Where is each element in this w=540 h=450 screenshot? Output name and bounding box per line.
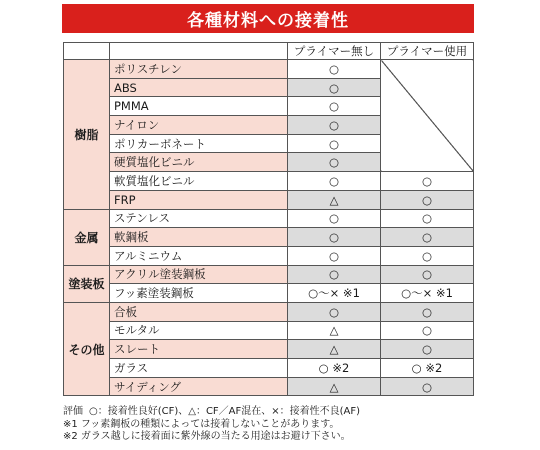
table-header-row — [64, 43, 474, 60]
material-cell: 硬質塩化ビニル — [110, 153, 288, 172]
table-row — [64, 302, 474, 321]
adhesion-table — [63, 42, 474, 396]
header-material-blank — [110, 43, 288, 60]
legend-text: ○：接着性良好(CF)、△：CF／AF混在、×：接着性不良(AF) — [89, 406, 361, 417]
without-primer-cell: ○ — [288, 97, 381, 116]
material-cell: アルミニウム — [110, 246, 288, 265]
table-row — [64, 60, 474, 79]
page-title: 各種材料への接着性 — [62, 4, 474, 33]
without-primer-cell: ○ — [288, 246, 381, 265]
material-cell: 合板 — [110, 302, 288, 321]
table-row — [64, 321, 474, 340]
without-primer-cell: △ — [288, 321, 381, 340]
material-cell: ガラス — [110, 359, 288, 378]
footnotes — [63, 406, 360, 444]
table-row — [64, 265, 474, 284]
without-primer-cell: ○ — [288, 172, 381, 191]
material-cell: モルタル — [110, 321, 288, 340]
material-cell: サイディング — [110, 377, 288, 396]
table-row — [64, 340, 474, 359]
with-primer-cell: ○ — [381, 265, 474, 284]
material-cell: 軟鋼板 — [110, 228, 288, 247]
material-cell: ステンレス — [110, 209, 288, 228]
with-primer-cell: ○ — [381, 302, 474, 321]
without-primer-cell: ○ ※2 — [288, 359, 381, 378]
without-primer-cell: ○ — [288, 60, 381, 79]
table-row — [64, 172, 474, 191]
without-primer-cell: △ — [288, 377, 381, 396]
material-cell: PMMA — [110, 97, 288, 116]
legend-label: 評価 — [63, 406, 83, 417]
material-cell: 軟質塩化ビニル — [110, 172, 288, 191]
without-primer-cell: ○ — [288, 116, 381, 135]
with-primer-cell: ○ — [381, 228, 474, 247]
group-label-metal: 金属 — [64, 209, 110, 265]
material-cell: フッ素塗装鋼板 — [110, 284, 288, 303]
footnote-2: ※2 ガラス越しに接着面に紫外線の当たる用途はお避け下さい。 — [63, 431, 351, 442]
without-primer-cell: ○ — [288, 134, 381, 153]
footnote-1: ※1 フッ素鋼板の種類によっては接着しないことがあります。 — [63, 418, 340, 430]
with-primer-cell: ○ ※2 — [381, 359, 474, 378]
without-primer-cell: △ — [288, 190, 381, 209]
legend-line — [63, 406, 360, 419]
material-cell: FRP — [110, 190, 288, 209]
without-primer-cell: ○ — [288, 78, 381, 97]
without-primer-cell: ○ — [288, 302, 381, 321]
without-primer-cell: ○ — [288, 209, 381, 228]
material-cell: スレート — [110, 340, 288, 359]
not-applicable-cell — [381, 60, 474, 172]
material-cell: ポリカーボネート — [110, 134, 288, 153]
material-cell: アクリル塗装鋼板 — [110, 265, 288, 284]
header-with-primer: プライマー使用 — [381, 43, 474, 60]
material-cell: ナイロン — [110, 116, 288, 135]
group-label-resin: 樹脂 — [64, 60, 110, 210]
material-cell: ABS — [110, 78, 288, 97]
table-row — [64, 190, 474, 209]
with-primer-cell: ○ — [381, 377, 474, 396]
with-primer-cell: ○ — [381, 340, 474, 359]
table-row — [64, 284, 474, 303]
without-primer-cell: ○～× ※1 — [288, 284, 381, 303]
without-primer-cell: ○ — [288, 228, 381, 247]
table-row — [64, 377, 474, 396]
with-primer-cell: ○ — [381, 321, 474, 340]
with-primer-cell: ○ — [381, 246, 474, 265]
with-primer-cell: ○ — [381, 209, 474, 228]
table-row — [64, 228, 474, 247]
material-cell: ポリスチレン — [110, 60, 288, 79]
with-primer-cell: ○ — [381, 190, 474, 209]
group-label-other: その他 — [64, 302, 110, 395]
group-label-coated-plate: 塗装板 — [64, 265, 110, 302]
table-row — [64, 209, 474, 228]
table-row — [64, 246, 474, 265]
without-primer-cell: ○ — [288, 265, 381, 284]
with-primer-cell: ○ — [381, 172, 474, 191]
with-primer-cell: ○～× ※1 — [381, 284, 474, 303]
without-primer-cell: △ — [288, 340, 381, 359]
without-primer-cell: ○ — [288, 153, 381, 172]
table-row — [64, 359, 474, 378]
header-without-primer: プライマー無し — [288, 43, 381, 60]
header-group-blank — [64, 43, 110, 60]
